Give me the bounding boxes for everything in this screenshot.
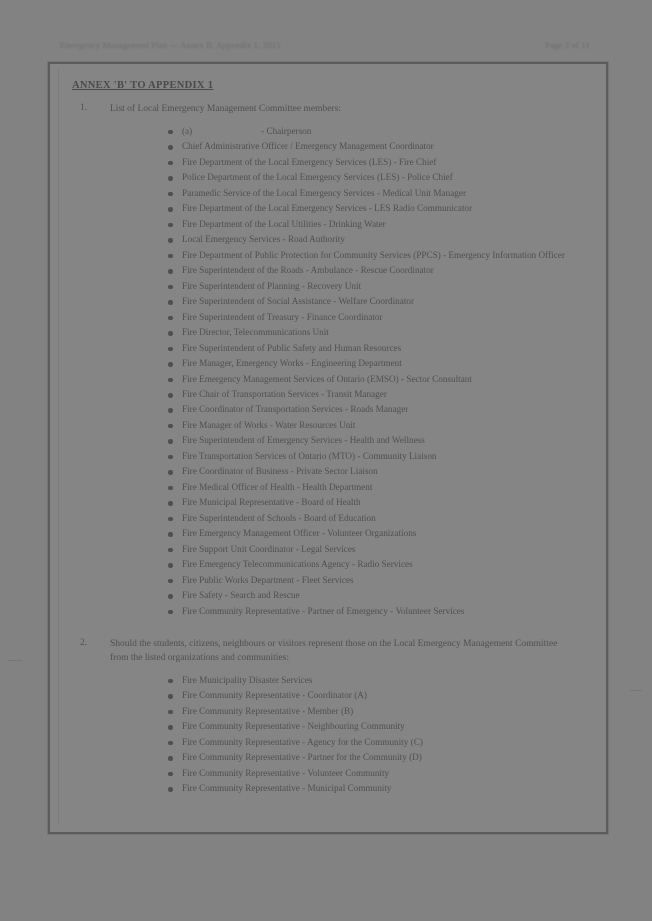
section-title: ANNEX 'B' TO APPENDIX 1 [72,80,214,91]
document-sheet [48,62,608,834]
list-item: Fire Community Representative - Agency for the Community (C) [168,736,592,750]
list-item: Fire Coordinator of Business - Private Sector Liaison [168,465,592,479]
bullet-list [68,674,592,796]
list-item: Local Emergency Services - Road Authority [168,233,592,247]
list-item: Fire Superintendent of Public Safety and Human Resources [168,342,592,356]
list-item: Fire Coordinator of Transportation Services - Roads Manager [168,403,592,417]
list-item: Fire Superintendent of Emergency Services - Health and Wellness [168,434,592,448]
header-right-text: Page 2 of 11 [545,40,590,50]
list-item: Fire Director, Telecommunications Unit [168,326,592,340]
list-item: Fire Department of the Local Utilities - Drinking Water [168,218,592,232]
item-text: Should the students, citizens, neighbours or visitors represent those on the Local Emergency Management Committee from the listed organizations and communities: [110,639,558,664]
list-item: Fire Superintendent of Treasury - Finance Coordinator [168,311,592,325]
list-item: Fire Community Representative - Partner for the Community (D) [168,751,592,765]
list-item: Fire Superintendent of Social Assistance - Welfare Coordinator [168,295,592,309]
scan-artifact [8,660,22,661]
bullet-list [68,125,592,619]
header-left-text: Emergency Management Plan — Annex B, Appendix 1, 2015 [60,40,281,50]
document-body [68,80,592,798]
list-item: Paramedic Service of the Local Emergency Services - Medical Unit Manager [168,187,592,201]
list-item: Fire Community Representative - Partner of Emergency - Volunteer Services [168,605,592,619]
item-number: 2. [80,638,88,649]
page-header [60,38,590,52]
list-item: Fire Chair of Transportation Services - Transit Manager [168,388,592,402]
item-text: List of Local Emergency Management Committee members: [110,104,341,114]
list-item: Fire Safety - Search and Rescue [168,589,592,603]
list-item: Fire Department of Public Protection for Community Services (PPCS) - Emergency Information Officer [168,249,592,263]
scan-artifact [630,690,642,691]
list-item: Fire Community Representative - Municipal Community [168,782,592,796]
numbered-item [68,638,592,666]
list-item: Fire Manager of Works - Water Resources Unit [168,419,592,433]
list-item: Police Department of the Local Emergency Services (LES) - Police Chief [168,171,592,185]
list-item: Fire Emergency Management Services of Ontario (EMSO) - Sector Consultant [168,373,592,387]
list-item: Fire Municipality Disaster Services [168,674,592,688]
list-item: (a) - Chairperson [168,125,592,139]
list-item: Fire Transportation Services of Ontario (MTO) - Community Liaison [168,450,592,464]
list-item: Fire Superintendent of Schools - Board of Education [168,512,592,526]
numbered-item [68,103,592,117]
list-item: Fire Community Representative - Neighbouring Community [168,720,592,734]
list-item: Fire Superintendent of Planning - Recovery Unit [168,280,592,294]
list-item: Fire Community Representative - Coordinator (A) [168,689,592,703]
list-item: Fire Public Works Department - Fleet Services [168,574,592,588]
list-item: Fire Department of the Local Emergency Services - LES Radio Communicator [168,202,592,216]
list-item: Fire Municipal Representative - Board of Health [168,496,592,510]
list-item: Fire Emergency Management Officer - Volunteer Organizations [168,527,592,541]
list-item: Fire Medical Officer of Health - Health Department [168,481,592,495]
list-item: Fire Community Representative - Volunteer Community [168,767,592,781]
item-number: 1. [80,103,88,113]
list-item: Chief Administrative Officer / Emergency Management Coordinator [168,140,592,154]
list-item: Fire Superintendent of the Roads - Ambulance - Rescue Coordinator [168,264,592,278]
list-item: Fire Emergency Telecommunications Agency - Radio Services [168,558,592,572]
list-item: Fire Manager, Emergency Works - Engineering Department [168,357,592,371]
list-item: Fire Community Representative - Member (B) [168,705,592,719]
list-item: Fire Support Unit Coordinator - Legal Services [168,543,592,557]
list-item: Fire Department of the Local Emergency Services (LES) - Fire Chief [168,156,592,170]
